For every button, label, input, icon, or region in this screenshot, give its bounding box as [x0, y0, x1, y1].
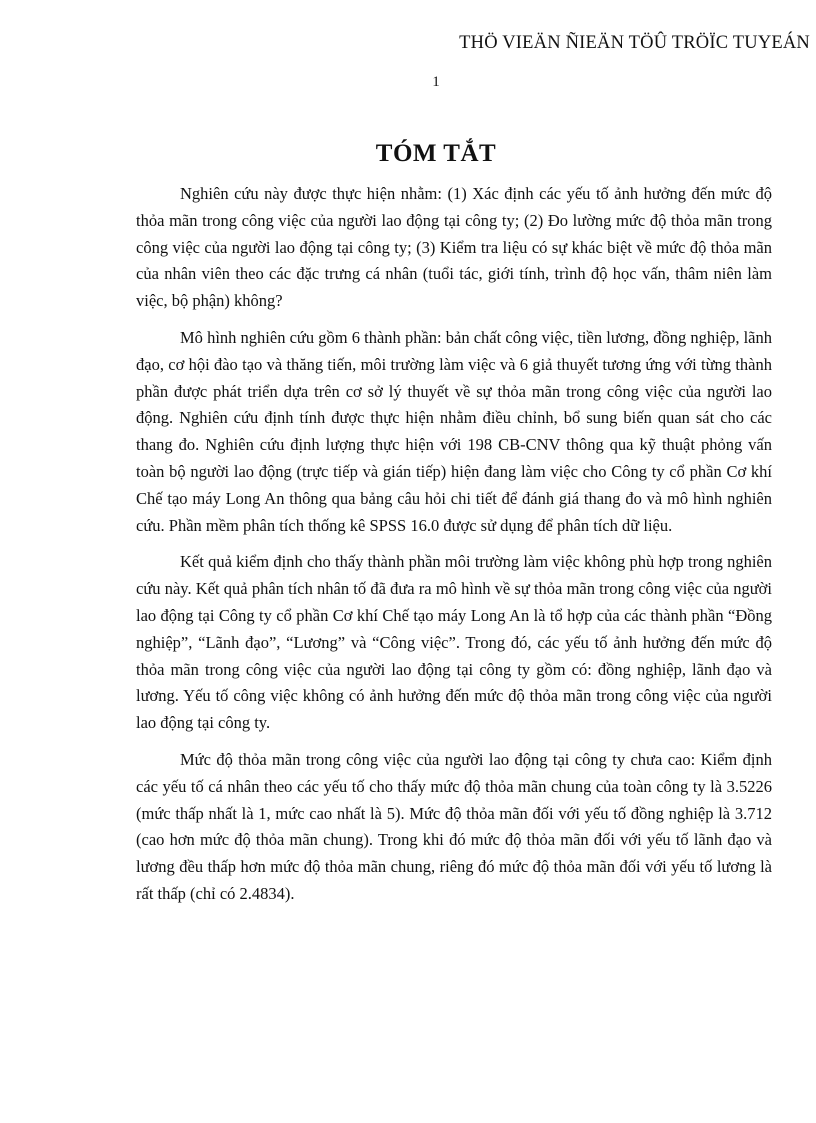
paragraph-satisfaction: Mức độ thỏa mãn trong công việc của người lao động tại công ty chưa cao: Kiểm định các yếu tố cá nhân theo các yếu tố cho thấy mức độ thỏa mãn chung của toàn công ty là 3.5226 (mức thấp nhất là 1, mức cao nhất là 5). Mức độ thỏa mãn đối với yếu tố đồng nghiệp là 3.712 (cao hơn mức độ thỏa mãn chung). Trong khi đó mức độ thỏa mãn đối với yếu tố lãnh đạo và lương đều thấp hơn mức độ thỏa mãn chung, riêng đó mức độ thỏa mãn đối với yếu tố lương là rất thấp (chỉ có 2.4834). [136, 749, 772, 903]
abstract-body [136, 181, 772, 918]
running-header: THÖ VIEÄN ÑIEÄN TÖÛ TRÖÏC TUYEÁN [459, 33, 810, 53]
page-number: 1 [432, 74, 440, 90]
paragraph-results: Kết quả kiểm định cho thấy thành phần môi trường làm việc không phù hợp trong nghiên cứu này. Kết quả phân tích nhân tố đã đưa ra mô hình về sự thỏa mãn trong công việc của người lao động tại Công ty cổ phần Cơ khí Chế tạo máy Long An là tổ hợp của các thành phần “Đồng nghiệp”, “Lãnh đạo”, “Lương” và “Công việc”. Trong đó, các yếu tố ảnh hưởng đến mức độ thỏa mãn trong công việc của người lao động tại công ty gồm có: đồng nghiệp, lãnh đạo và lương. Yếu tố công việc không có ảnh hưởng đến mức độ thỏa mãn trong công việc của người lao động tại công ty. [136, 552, 772, 733]
page-title: TÓM TẮT [375, 140, 497, 167]
paragraph-model: Mô hình nghiên cứu gồm 6 thành phần: bản chất công việc, tiền lương, đồng nghiệp, lãnh đạo, cơ hội đào tạo và thăng tiến, môi trường làm việc và 6 giả thuyết tương ứng với từng thành phần được phát triển dựa trên cơ sở lý thuyết về sự thỏa mãn trong công việc của người lao động. Nghiên cứu định tính được thực hiện nhằm điều chỉnh, bổ sung biến quan sát cho các thang đo. Nghiên cứu định lượng thực hiện với 198 CB-CNV thông qua kỹ thuật phỏng vấn toàn bộ người lao động (trực tiếp và gián tiếp) hiện đang làm việc cho Công ty cổ phần Cơ khí Chế tạo máy Long An thông qua bảng câu hỏi chi tiết để đánh giá thang đo và mô hình nghiên cứu. Phần mềm phân tích thống kê SPSS 16.0 được sử dụng để phân tích dữ liệu. [136, 327, 772, 535]
paragraph-objectives: Nghiên cứu này được thực hiện nhằm: (1) Xác định các yếu tố ảnh hưởng đến mức độ thỏa mãn trong công việc của người lao động tại công ty; (2) Đo lường mức độ thỏa mãn trong công việc của người lao động tại công ty; (3) Kiểm tra liệu có sự khác biệt về mức độ thỏa mãn của nhân viên theo các đặc trưng cá nhân (tuổi tác, giới tính, trình độ học vấn, thâm niên làm việc, bộ phận) không? [136, 184, 772, 311]
